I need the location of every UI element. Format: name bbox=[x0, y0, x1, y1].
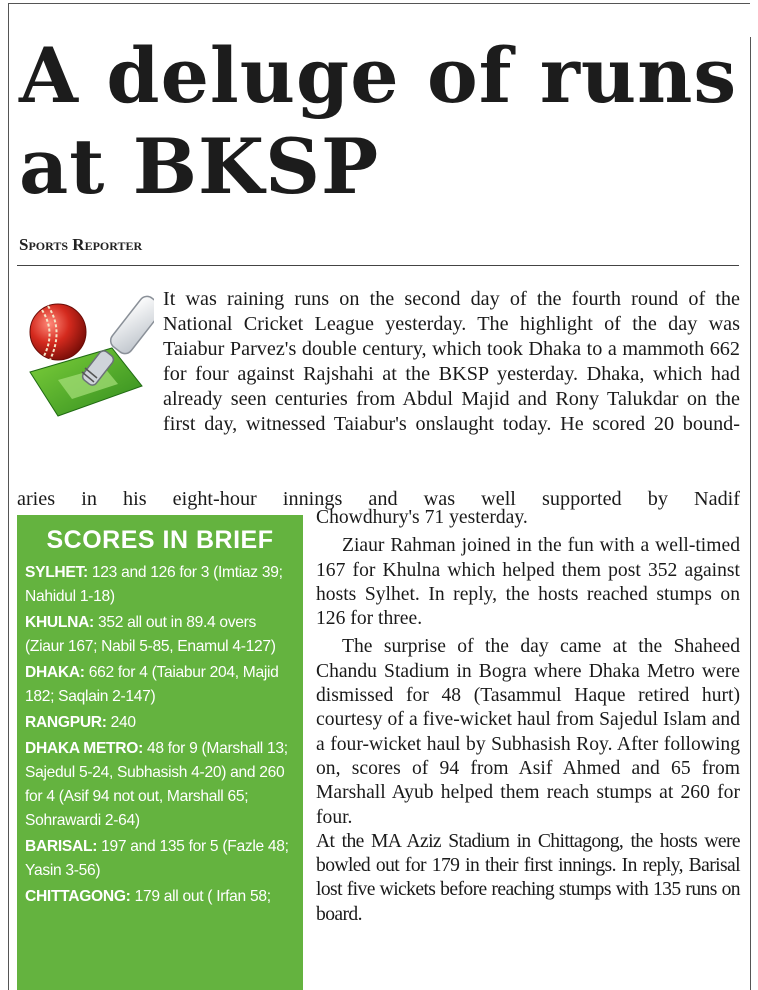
score-text: 240 bbox=[106, 714, 136, 731]
paragraph-continuation: Chowdhury's 71 yesterday. bbox=[316, 507, 528, 528]
page-frame-left bbox=[8, 3, 9, 990]
paragraph-chittagong: At the MA Aziz Stadium in Chittagong, the hosts were bowled out for 179 in their first innings. In reply, Barisal lost five wickets before reaching stumps with 135 runs on board. bbox=[316, 830, 740, 925]
score-entry-chittagong bbox=[25, 885, 295, 909]
score-entry-khulna bbox=[25, 611, 295, 659]
team-name: RANGPUR: bbox=[25, 714, 107, 731]
score-text: 197 and 135 for 5 (Fazle 48; Yasin 3-56) bbox=[25, 838, 289, 879]
intro-paragraph-top: It was raining runs on the second day of the fourth round of the National Cricket League yesterday. The highlight of the day was Taiabur Parvez's double century, which took Dhaka to a mammoth 662 for four against Rajshahi at the BKSP yesterday. Dhaka, which had already seen centuries from Abdul Majid and Rony Talukdar on the first day, witnessed Taiabur's onslaught today. He scored 20 bound- bbox=[163, 288, 740, 435]
scores-list bbox=[17, 561, 303, 909]
headline: A deluge of runs at BKSP bbox=[19, 31, 738, 211]
team-name: DHAKA: bbox=[25, 664, 85, 681]
team-name: KHULNA: bbox=[25, 614, 94, 631]
intro-paragraph-bottom: aries in his eight-hour innings and was well supported by Nadif bbox=[17, 488, 740, 510]
byline-divider bbox=[17, 265, 739, 266]
score-entry-barisal bbox=[25, 835, 295, 883]
cricket-ball-bat-icon bbox=[20, 288, 154, 424]
team-name: CHITTAGONG: bbox=[25, 888, 131, 905]
page-frame-top bbox=[8, 3, 750, 4]
score-entry-dhaka bbox=[25, 661, 295, 709]
score-text: 662 for 4 (Taiabur 204, Majid 182; Saqlain 2-147) bbox=[25, 664, 279, 705]
score-text: 123 and 126 for 3 (Imtiaz 39; Nahidul 1-18) bbox=[25, 564, 283, 605]
score-text: 352 all out in 89.4 overs (Ziaur 167; Nabil 5-85, Enamul 4-127) bbox=[25, 614, 276, 655]
team-name: SYLHET: bbox=[25, 564, 88, 581]
score-text: 179 all out ( Irfan 58; bbox=[130, 888, 271, 905]
article-column bbox=[316, 506, 740, 927]
scores-in-brief-box bbox=[17, 515, 303, 990]
score-text: 48 for 9 (Marshall 13; Sajedul 5-24, Subhasish 4-20) and 260 for 4 (Asif 94 not out, Marshall 65; Sohrawardi 2-64) bbox=[25, 740, 288, 829]
paragraph-khulna: Ziaur Rahman joined in the fun with a well-timed 167 for Khulna which helped them post 352 against hosts Sylhet. In reply, the hosts reached stumps on 126 for three. bbox=[316, 535, 740, 630]
byline: Sports Reporter bbox=[19, 235, 143, 254]
score-entry-rangpur bbox=[25, 711, 295, 735]
team-name: DHAKA METRO: bbox=[25, 740, 143, 757]
scores-title: SCORES IN BRIEF bbox=[46, 526, 274, 554]
paragraph-bogra: The surprise of the day came at the Shaheed Chandu Stadium in Bogra where Dhaka Metro were dismissed for 48 (Tasammul Haque retired hurt) courtesy of a five-wicket haul from Sajedul Islam and a four-wicket haul by Subhasish Roy. After following on, scores of 94 from Asif Ahmed and 65 from Marshall Ayub helped them reach stumps at 260 for four. bbox=[316, 636, 740, 828]
score-entry-dhaka-metro bbox=[25, 737, 295, 833]
page-frame-right bbox=[750, 37, 751, 990]
score-entry-sylhet bbox=[25, 561, 295, 609]
team-name: BARISAL: bbox=[25, 838, 98, 855]
